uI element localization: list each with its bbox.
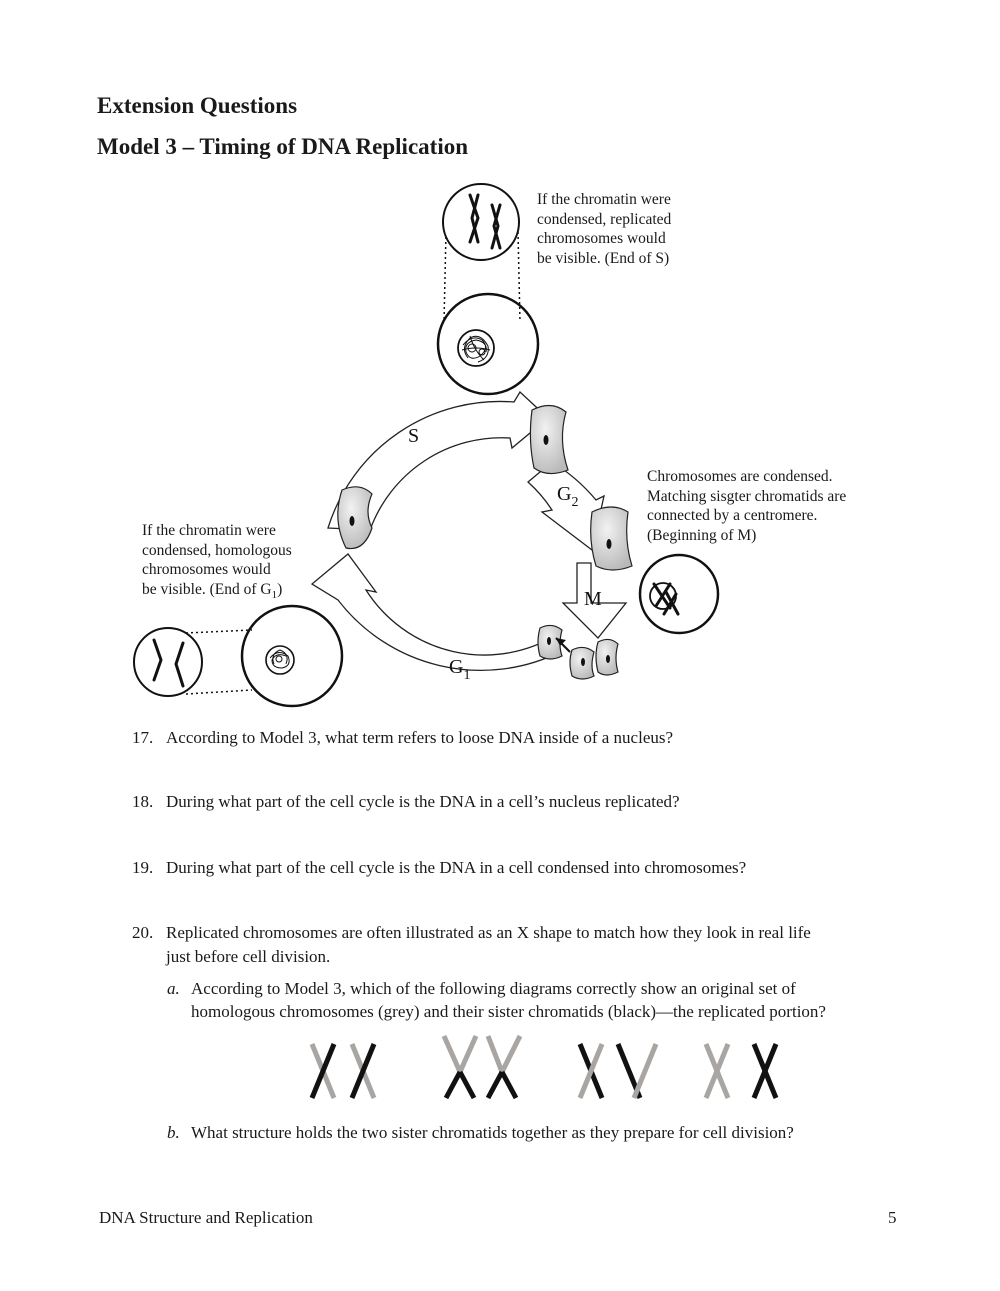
cell-m-begin [591,507,632,570]
answer-choice-1 [312,1044,374,1098]
s-end-zoom-circle [443,184,519,260]
cell-s-end [530,405,568,473]
caption-end-of-g1: If the chromatin were condensed, homologous chromosomes would be visible. (End of $G_1$) [142,522,292,601]
cell-daughter-2 [570,647,594,679]
answer-choice-2 [444,1036,520,1098]
caption-beginning-of-m: Chromosomes are condensed. Matching sisgter chromatids are connected by a centromere. (Beginning of M) [647,468,847,544]
footer-title: DNA Structure and Replication [99,1208,313,1227]
cell-daughter-3 [596,639,618,675]
g1-phase-arrow [312,554,560,670]
g1-end-zoom-circle [134,628,202,696]
section-heading: Extension Questions [97,93,298,118]
g1-phase-label: $G_1$ [449,656,471,683]
answer-choice-3 [580,1044,656,1098]
m-phase-label: M [584,588,602,610]
g2-phase-label: $G_2$ [557,483,579,510]
answer-choice-4 [706,1044,776,1098]
s-phase-label: S [408,425,420,447]
page-number: 5 [888,1208,897,1227]
model-heading: Model 3 – Timing of DNA Replication [97,134,468,159]
caption-end-of-s: If the chromatin were condensed, replicated chromosomes would be visible. (End of S) [537,191,672,267]
cell-g1-end [338,487,372,549]
